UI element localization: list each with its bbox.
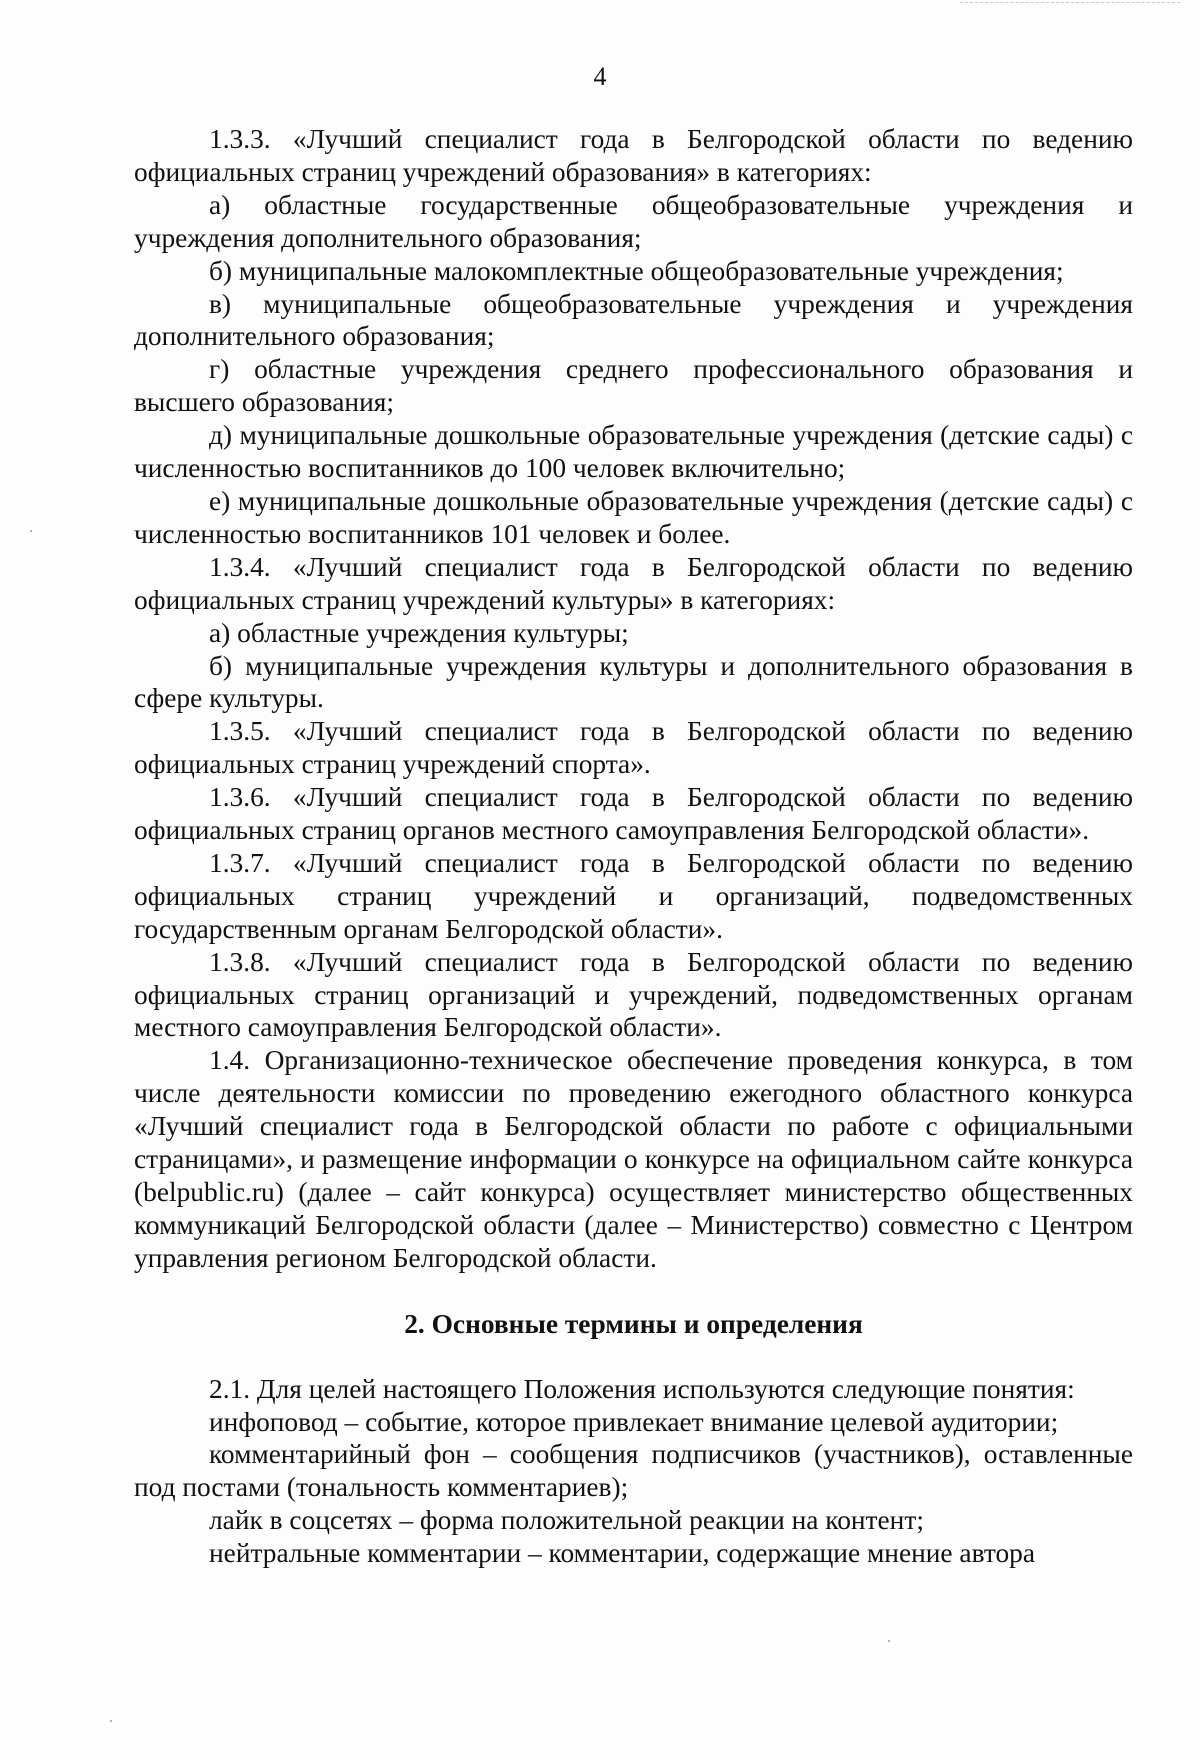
paragraph-1-3-3-b: б) муниципальные малокомплектные общеобразовательные учреждения; bbox=[209, 255, 1064, 286]
paragraph-1-3-5: 1.3.5. «Лучший специалист года в Белгородской области по ведению официальных страниц учреждений спорта». bbox=[134, 716, 1133, 780]
document-body bbox=[134, 123, 1133, 1570]
paragraph-1-3-4: 1.3.4. «Лучший специалист года в Белгородской области по ведению официальных страниц учреждений культуры» в категориях: bbox=[134, 551, 1133, 615]
definition-like: лайк в соцсетях – форма положительной реакции на контент; bbox=[209, 1505, 924, 1536]
paragraph-1-3-6: 1.3.6. «Лучший специалист года в Белгородской области по ведению официальных страниц органов местного самоуправления Белгородской области». bbox=[134, 782, 1133, 846]
paragraph-2-1: 2.1. Для целей настоящего Положения используются следующие понятия: bbox=[209, 1373, 1075, 1404]
scan-edge-mark bbox=[960, 2, 1180, 4]
paragraph-1-3-8: 1.3.8. «Лучший специалист года в Белгородской области по ведению официальных страниц организаций и учреждений, подведомственных органам местного самоуправления Белгородской области». bbox=[134, 946, 1133, 1043]
section-heading: 2. Основные термины и определения bbox=[404, 1308, 863, 1339]
scan-speck bbox=[888, 1640, 890, 1642]
paragraph-1-3-7: 1.3.7. «Лучший специалист года в Белгородской области по ведению официальных страниц учреждений и организаций, подведомственных государственным органам Белгородской области». bbox=[134, 847, 1133, 944]
paragraph-1-3-3-a: а) областные государственные общеобразовательные учреждения и учреждения дополнительного образования; bbox=[134, 189, 1133, 253]
paragraph-1-3-4-a: а) областные учреждения культуры; bbox=[209, 617, 629, 648]
page-number: 4 bbox=[593, 62, 607, 91]
paragraph-1-3-3: 1.3.3. «Лучший специалист года в Белгородской области по ведению официальных страниц учреждений образования» в категориях: bbox=[134, 124, 1133, 187]
definition-comment-background: комментарийный фон – сообщения подписчиков (участников), оставленные под постами (тональность комментариев); bbox=[134, 1439, 1133, 1503]
paragraph-1-3-3-e: е) муниципальные дошкольные образовательные учреждения (детские сады) с численностью воспитанников 101 человек и более. bbox=[134, 485, 1133, 549]
scan-speck bbox=[110, 1720, 112, 1722]
paragraph-1-3-3-d: д) муниципальные дошкольные образовательные учреждения (детские сады) с численностью воспитанников до 100 человек включительно; bbox=[134, 420, 1133, 484]
definition-infopovod: инфоповод – событие, которое привлекает внимание целевой аудитории; bbox=[209, 1406, 1059, 1437]
paragraph-1-3-3-g: г) областные учреждения среднего профессионального образования и высшего образования; bbox=[134, 354, 1133, 418]
paragraph-1-3-4-b: б) муниципальные учреждения культуры и дополнительного образования в сфере культуры. bbox=[134, 650, 1133, 714]
definition-neutral-comments: нейтральные комментарии – комментарии, содержащие мнение автора bbox=[209, 1538, 1035, 1569]
paragraph-1-3-3-v: в) муниципальные общеобразовательные учреждения и учреждения дополнительного образования; bbox=[134, 288, 1133, 352]
paragraph-1-4: 1.4. Организационно-техническое обеспечение проведения конкурса, в том числе деятельности комиссии по проведению ежегодного областного конкурса «Лучший специалист года в Белгородской области по работе с официальными страницами», и размещение информации о конкурсе на официальном сайте конкурса (belpublic.ru) (далее – сайт конкурса) осуществляет министерство общественных коммуникаций Белгородской области (далее – Министерство) совместно с Центром управления регионом Белгородской области. bbox=[134, 1045, 1133, 1273]
scan-speck bbox=[30, 530, 32, 532]
